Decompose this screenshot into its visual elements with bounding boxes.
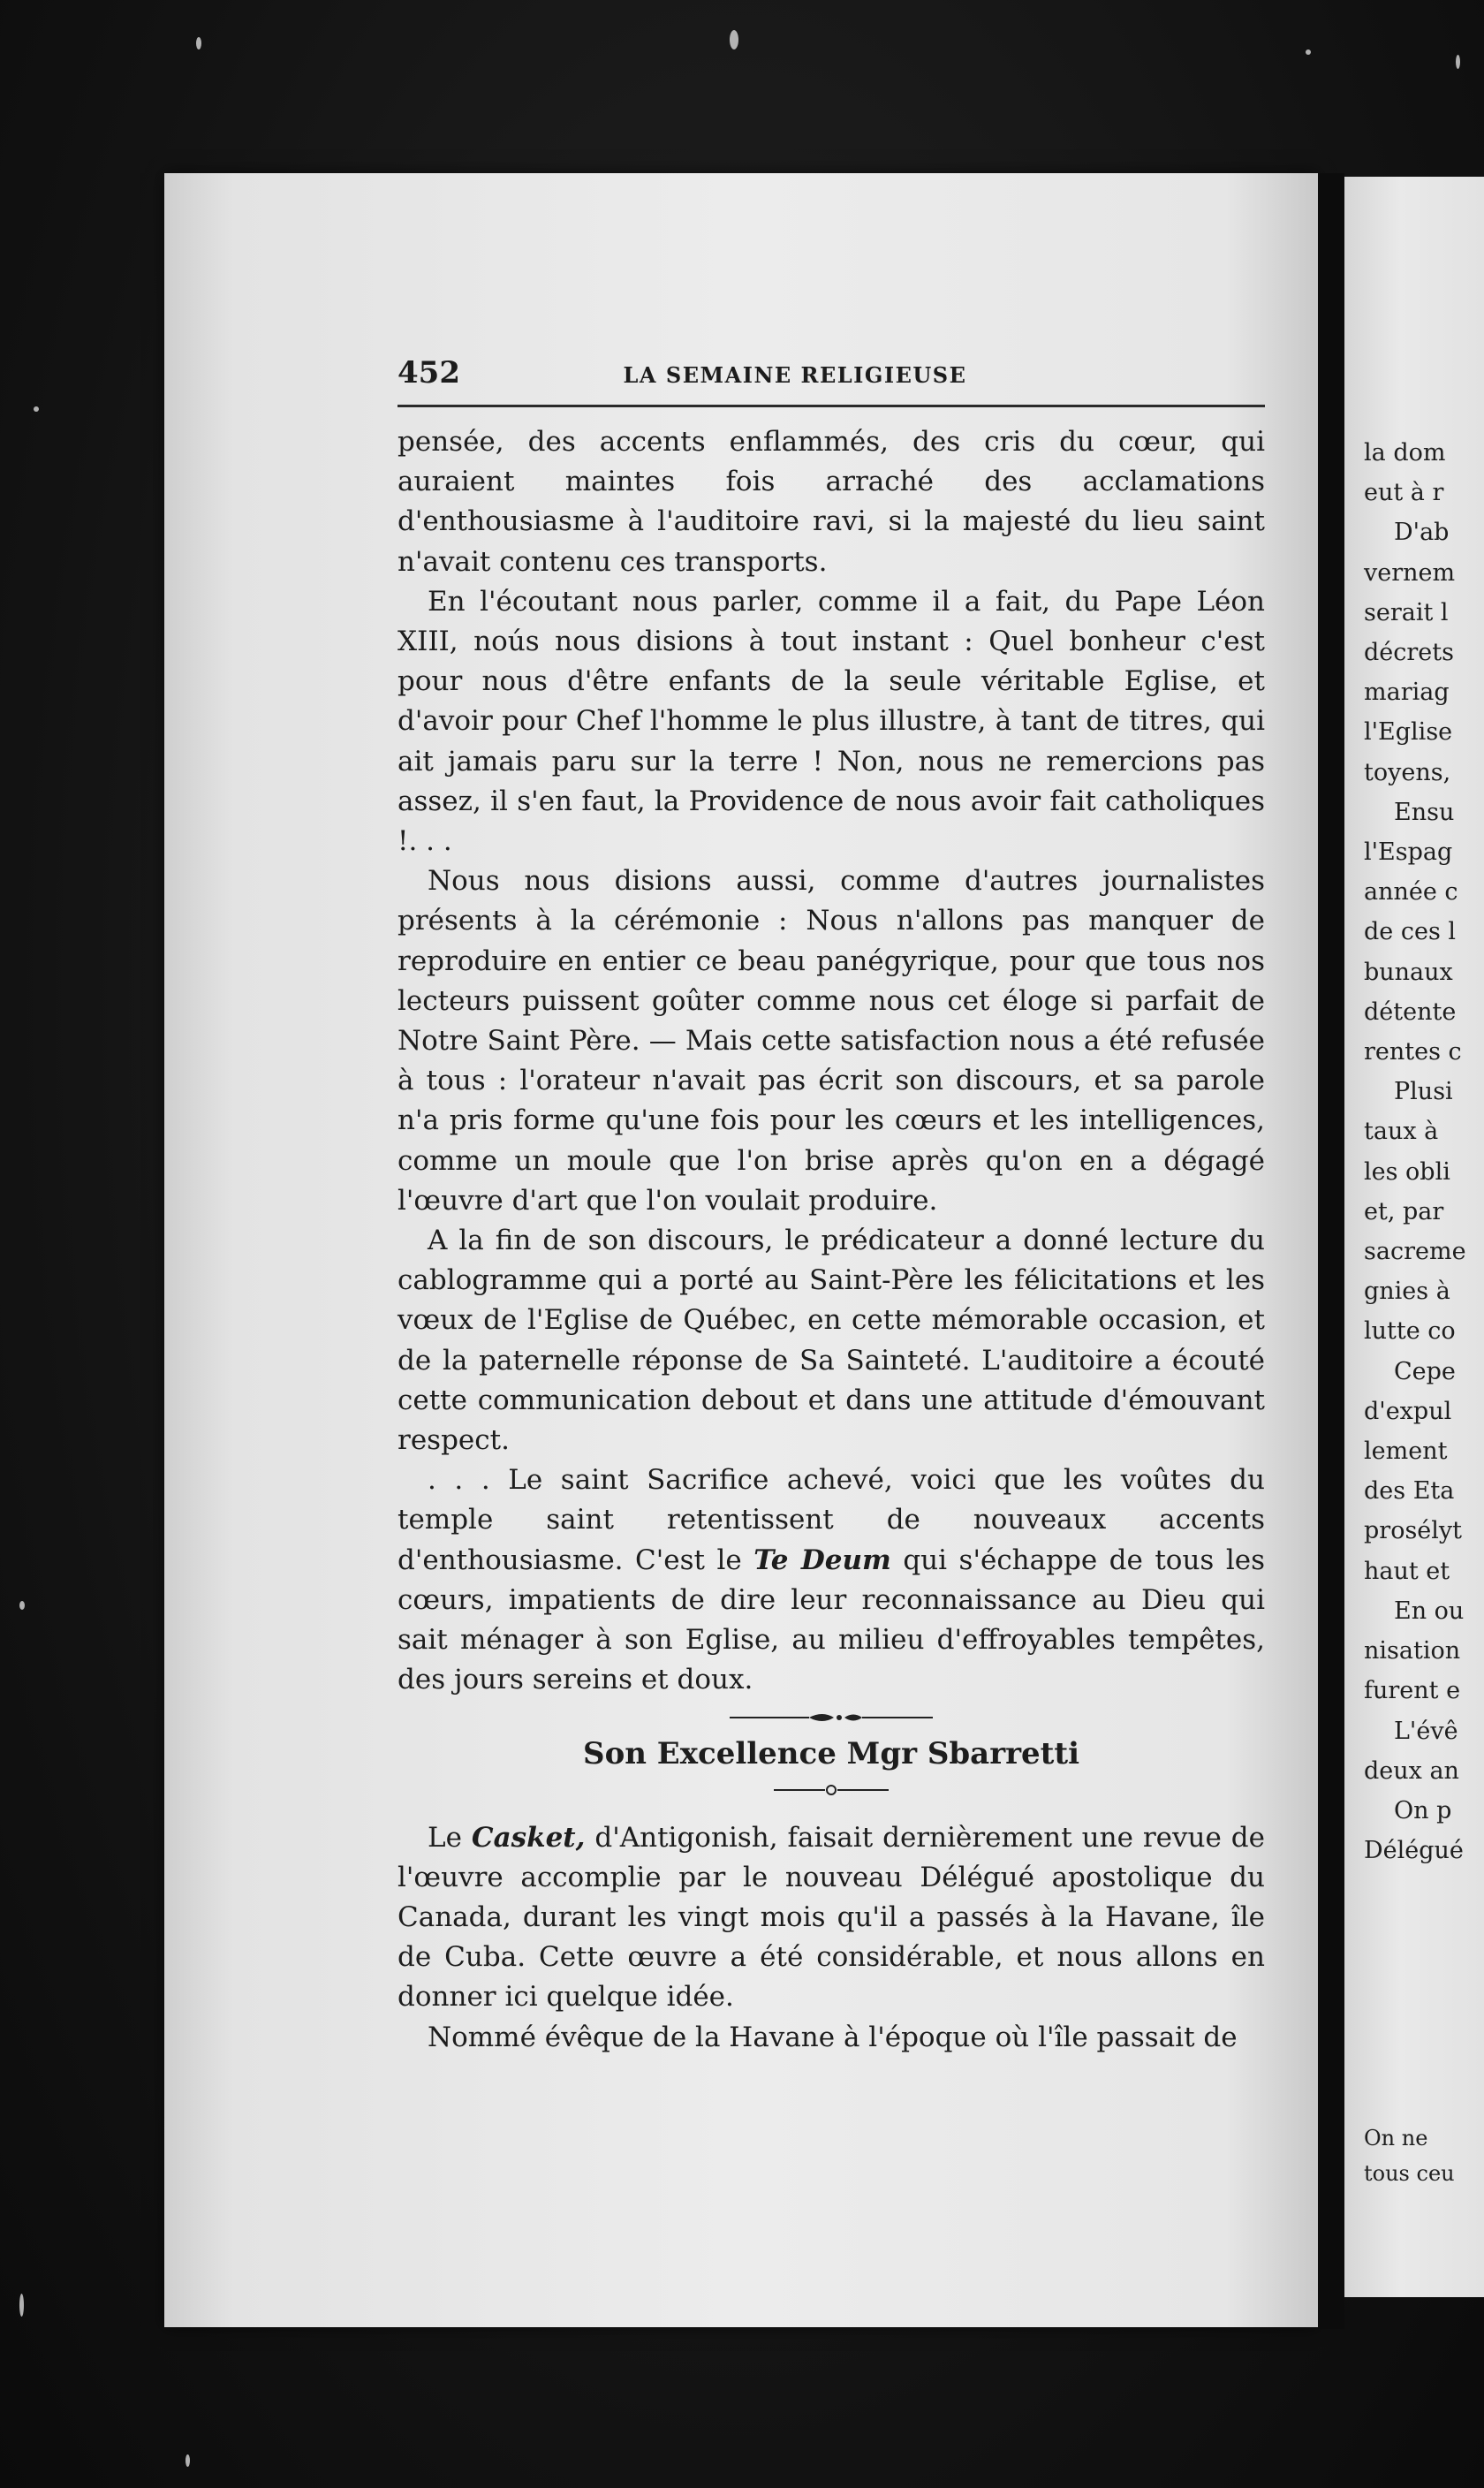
page-gutter: [1318, 173, 1344, 2329]
paragraph: A la fin de son discours, le prédicateur a donné lecture du cablogramme qui a porté au Saint-Père les félicitations et les vœux de l'Eglise de Québec, en cette mémorable occasion, et de la paternelle réponse de Sa Sainteté. L'auditoire a écouté cette communication debout et dans une attitude d'émouvant respect.: [398, 1225, 1265, 1457]
facing-line: deux an: [1364, 1756, 1459, 1785]
facing-line: l'Eglise: [1364, 718, 1453, 747]
header-rule: [398, 405, 1265, 407]
facing-line: lement: [1364, 1437, 1448, 1466]
facing-line: furent e: [1364, 1677, 1461, 1705]
facing-line: On p: [1394, 1796, 1452, 1824]
facing-line: mariag: [1364, 679, 1450, 707]
page-body: [398, 422, 1265, 2058]
facing-line: bunaux: [1364, 958, 1453, 986]
facing-line: L'évê: [1394, 1717, 1458, 1745]
facing-line: nisation: [1364, 1637, 1461, 1665]
running-title: LA SEMAINE RELIGIEUSE: [623, 362, 967, 388]
ornament-divider: [730, 1701, 933, 1734]
facing-line: Ensu: [1394, 798, 1455, 826]
film-speck: [19, 1601, 25, 1610]
facing-line: et, par: [1364, 1197, 1444, 1225]
page-number: 452: [398, 355, 460, 391]
facing-line: Délégué: [1364, 1837, 1464, 1865]
facing-line: décrets: [1364, 639, 1454, 667]
article-paragraph: [398, 1818, 1265, 2018]
text-run: Le: [428, 1821, 472, 1854]
facing-line: Cepe: [1394, 1357, 1456, 1385]
film-speck: [186, 2454, 190, 2467]
film-speck: [196, 37, 201, 49]
text-run: qui s'échappe de tous les cœurs, impatients de dire leur reconnaissance au Dieu qui sait ménager à son Eglise, au milieu d'effroyables tempêtes, des jours sereins et doux.: [398, 1544, 1265, 1696]
facing-line: D'ab: [1394, 519, 1450, 547]
text-run: d'Antigonish, faisait dernièrement une revue de l'œuvre accomplie par le nouveau Délégué apostolique du Canada, durant les vingt mois qu'il a passés à la Havane, île de Cuba. Cette œuvre a été considérable, et nous allons en donner ici quelque idée.: [398, 1821, 1265, 2014]
facing-line: les obli: [1364, 1157, 1450, 1186]
facing-line: En ou: [1394, 1597, 1465, 1625]
facing-line: l'Espag: [1364, 838, 1453, 867]
text-run: . . . Le saint Sacrifice achevé, voici que les voûtes du temple saint retentissent de nouveaux accents d'enthousiasme. C'est le: [398, 1464, 1265, 1576]
paragraph: Nous nous disions aussi, comme d'autres journalistes présents à la cérémonie : Nous n'allons pas manquer de reproduire en entier ce beau panégyrique, pour que tous nos lecteurs puissent goûter comme nous cet éloge si parfait de Notre Saint Père. — Mais cette satisfaction nous a été refusée à tous : l'orateur n'avait pas écrit son discours, et sa parole n'a pris forme qu'une fois pour les cœurs et les intelligences, comme un moule que l'on brise après qu'on en a dégagé l'œuvre d'art que l'on voulait produire.: [398, 865, 1265, 1217]
film-speck: [1456, 55, 1460, 69]
facing-note-line: On ne: [1364, 2126, 1428, 2150]
film-speck: [1306, 49, 1311, 55]
paragraph: En l'écoutant nous parler, comme il a fait, du Pape Léon XIII, noús nous disions à tout instant : Quel bonheur c'est pour nous d'être enfants de la seule véritable Eglise, et d'avoir pour Chef l'homme le plus illustre, à tant de titres, qui ait jamais paru sur la terre ! Non, nous ne remercions pas assez, il s'en faut, la Providence de nous avoir fait catholiques !. . .: [398, 585, 1265, 858]
paragraph-te-deum: [398, 1460, 1265, 1700]
facing-page-note: [1364, 2120, 1484, 2191]
spacer: [398, 1806, 1265, 1818]
running-head: [398, 355, 1265, 399]
facing-line: d'expul: [1364, 1397, 1452, 1425]
italic-run: Te Deum: [753, 1544, 891, 1576]
facing-line: rentes c: [1364, 1038, 1462, 1066]
article-paragraph: Nommé évêque de la Havane à l'époque où l'île passait de: [428, 2021, 1238, 2053]
facing-page-fragment: [1344, 177, 1484, 2297]
facing-line: haut et: [1364, 1557, 1450, 1585]
facing-line: serait l: [1364, 598, 1449, 626]
small-divider: [774, 1774, 889, 1806]
facing-note-line: tous ceu: [1364, 2161, 1455, 2186]
facing-line: taux à: [1364, 1118, 1439, 1146]
facing-line: sacreme: [1364, 1238, 1466, 1266]
facing-line: gnies à: [1364, 1278, 1450, 1306]
facing-line: vernem: [1364, 558, 1456, 587]
italic-run: Casket,: [471, 1821, 586, 1854]
paragraph: pensée, des accents enflammés, des cris du cœur, qui auraient maintes fois arraché des acclamations d'enthousiasme à l'auditoire ravi, si la majesté du lieu saint n'avait contenu ces transports.: [398, 426, 1265, 578]
facing-line: la dom: [1364, 439, 1446, 466]
facing-line: de ces l: [1364, 918, 1457, 946]
facing-line: prosélyt: [1364, 1517, 1463, 1545]
film-speck: [730, 30, 738, 49]
facing-line: détente: [1364, 997, 1457, 1026]
film-speck: [19, 2294, 24, 2317]
facing-line: toyens,: [1364, 758, 1451, 786]
facing-line: eut à r: [1364, 479, 1444, 507]
facing-line: Plusi: [1394, 1078, 1453, 1106]
article-title: Son Excellence Mgr Sbarretti: [583, 1735, 1079, 1771]
facing-page-lines: [1364, 433, 1484, 1870]
facing-line: des Eta: [1364, 1477, 1455, 1506]
facing-line: lutte co: [1364, 1317, 1456, 1346]
facing-line: année c: [1364, 878, 1458, 906]
film-speck: [34, 406, 39, 412]
